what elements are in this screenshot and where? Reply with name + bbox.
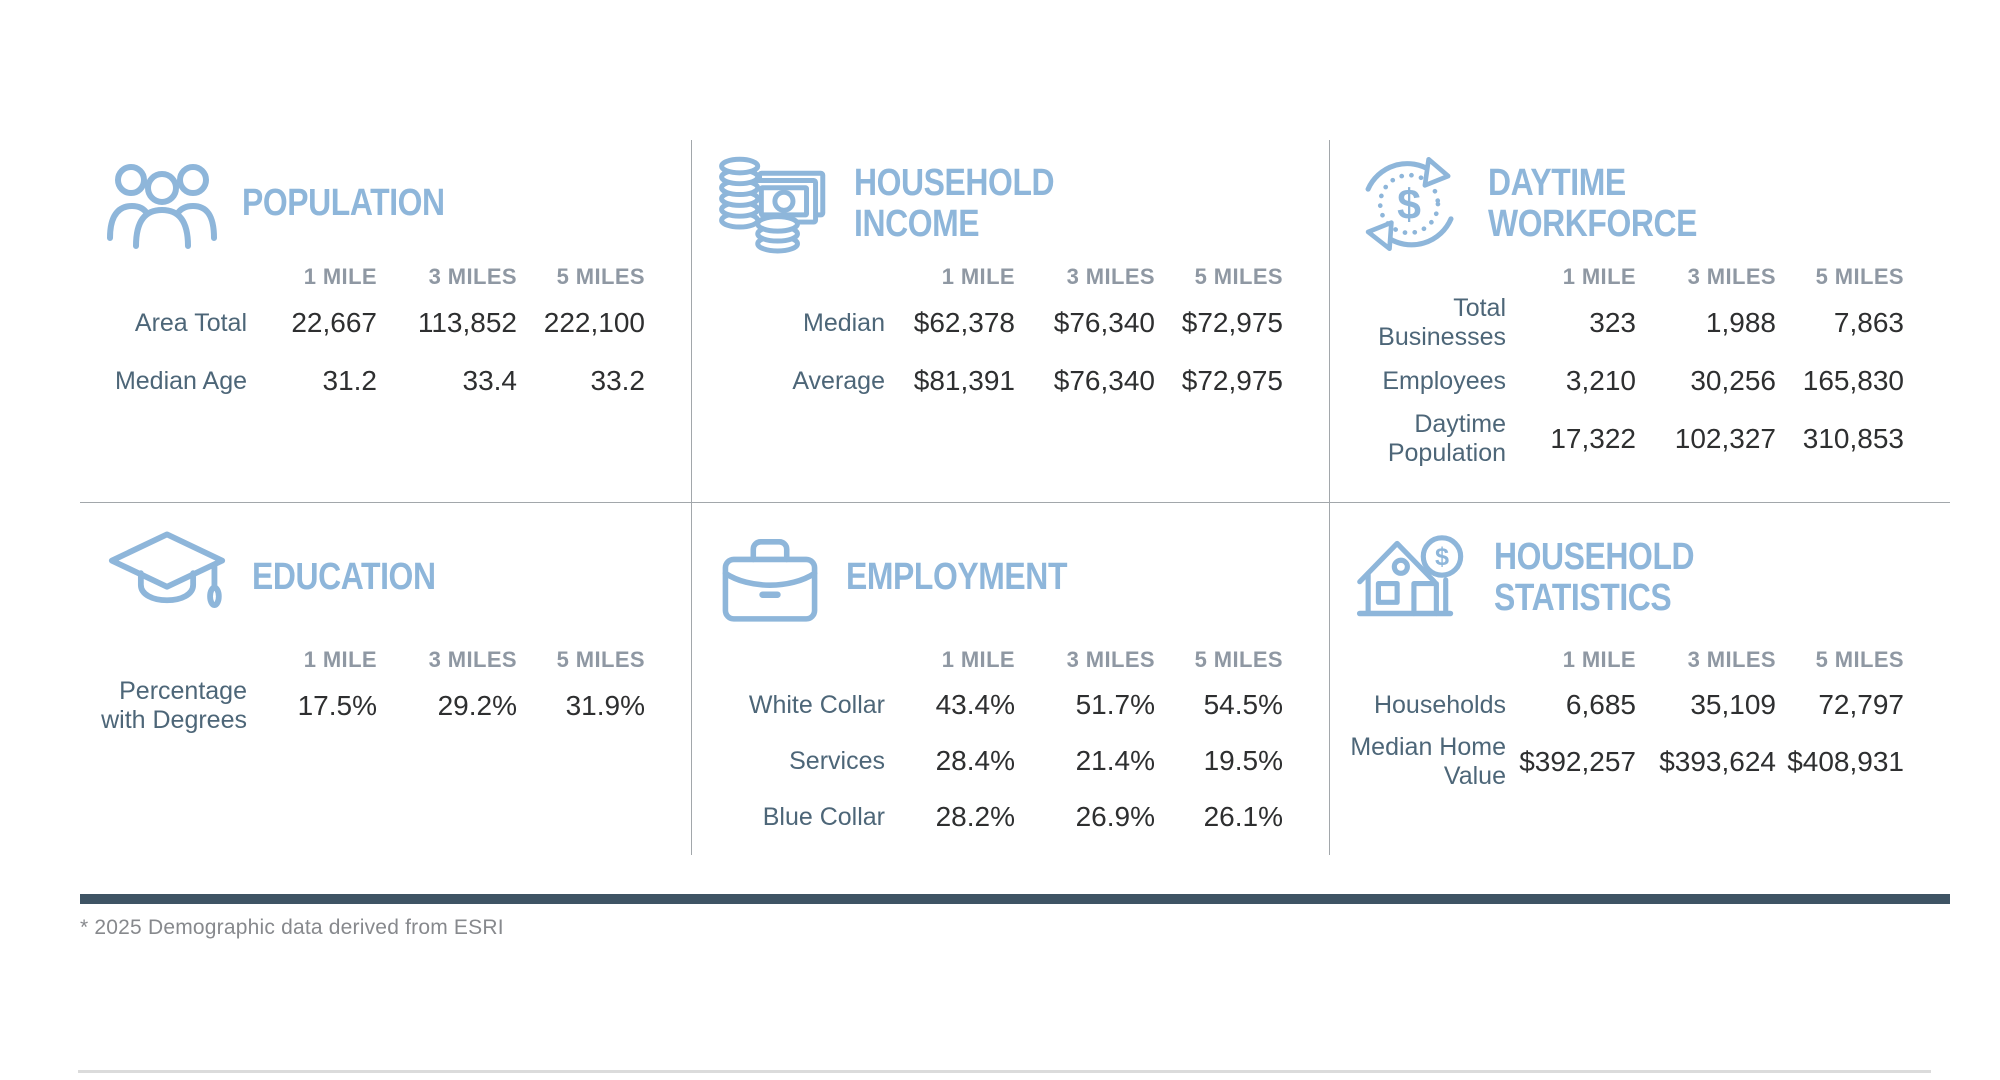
panel-title: DAYTIME WORKFORCE (1488, 161, 1698, 245)
value-5miles: $72,975 (1181, 365, 1283, 396)
value-3miles: 21.4% (1075, 745, 1155, 776)
column-header-5miles: 5 MILES (1815, 264, 1904, 289)
table-row (1350, 294, 1904, 352)
panel-household-income (691, 140, 1330, 503)
column-header-3miles: 3 MILES (1687, 264, 1776, 289)
row-label: Total Businesses (1378, 294, 1506, 351)
household-income-table (712, 260, 1283, 410)
panel-title: POPULATION (242, 182, 445, 225)
value-3miles: 33.4 (462, 365, 517, 396)
value-1mile: 28.2% (935, 801, 1015, 832)
value-3miles: 29.2% (437, 690, 517, 721)
value-1mile: 22,667 (291, 307, 377, 338)
column-header-1mile: 1 MILE (941, 264, 1015, 289)
column-header-5miles: 5 MILES (556, 647, 645, 672)
value-1mile: 43.4% (935, 689, 1015, 720)
value-5miles: 33.2 (590, 365, 645, 396)
value-5miles: 222,100 (543, 307, 645, 338)
panel-title: HOUSEHOLD STATISTICS (1494, 535, 1695, 619)
value-1mile: 31.2 (322, 365, 377, 396)
employment-table (712, 643, 1283, 845)
row-label: Average (792, 366, 885, 395)
household-income-header (712, 148, 1283, 260)
value-1mile: 3,210 (1565, 365, 1636, 396)
value-5miles: $72,975 (1181, 307, 1283, 338)
table-row (100, 677, 645, 735)
panel-title: EDUCATION (252, 556, 436, 599)
row-label: Area Total (134, 308, 247, 337)
value-5miles: 19.5% (1203, 745, 1283, 776)
table-row (712, 789, 1283, 845)
value-5miles: 310,853 (1802, 423, 1904, 454)
value-3miles: 51.7% (1075, 689, 1155, 720)
value-3miles: 102,327 (1674, 423, 1776, 454)
daytime-workforce-table (1350, 260, 1904, 468)
row-label: White Collar (748, 690, 885, 719)
column-header-5miles: 5 MILES (1194, 264, 1283, 289)
row-label: Median (803, 308, 885, 337)
value-5miles: 31.9% (565, 690, 645, 721)
svg-text:$: $ (1434, 542, 1449, 571)
table-header-row (712, 260, 1283, 294)
source-footnote: * 2025 Demographic data derived from ESRI (80, 916, 504, 939)
table-row (1350, 677, 1904, 733)
household-statistics-table (1350, 643, 1904, 791)
value-1mile: $392,257 (1519, 746, 1636, 777)
house-dollar-icon (1356, 531, 1470, 625)
value-1mile: 323 (1589, 307, 1636, 338)
svg-text:$: $ (1397, 180, 1421, 229)
workforce-cycle-icon (1356, 151, 1464, 257)
row-label: Services (789, 746, 885, 775)
panel-title: HOUSEHOLD INCOME (854, 161, 1055, 245)
column-header-5miles: 5 MILES (1194, 647, 1283, 672)
bottom-divider (78, 1070, 1931, 1073)
panel-title: EMPLOYMENT (846, 556, 1068, 599)
employment-header (712, 519, 1283, 637)
panel-population (80, 140, 691, 503)
column-header-5miles: 5 MILES (556, 264, 645, 289)
value-3miles: 30,256 (1690, 365, 1776, 396)
column-header-1mile: 1 MILE (941, 647, 1015, 672)
table-row (1350, 733, 1904, 791)
row-label: Median Home Value (1350, 733, 1506, 790)
value-5miles: $408,931 (1787, 746, 1904, 777)
value-5miles: 26.1% (1203, 801, 1283, 832)
value-3miles: 35,109 (1690, 689, 1776, 720)
value-3miles: 113,852 (417, 307, 517, 338)
graduation-cap-icon (106, 528, 228, 628)
column-header-3miles: 3 MILES (428, 264, 517, 289)
value-5miles: 54.5% (1203, 689, 1283, 720)
value-3miles: 26.9% (1075, 801, 1155, 832)
table-row (712, 677, 1283, 733)
value-3miles: $76,340 (1053, 307, 1155, 338)
column-header-3miles: 3 MILES (1066, 647, 1155, 672)
column-header-1mile: 1 MILE (303, 264, 377, 289)
table-header-row (1350, 643, 1904, 677)
row-label: Households (1373, 690, 1506, 719)
value-1mile: 17.5% (297, 690, 377, 721)
row-label: Blue Collar (762, 802, 885, 831)
column-header-5miles: 5 MILES (1815, 647, 1904, 672)
value-5miles: 165,830 (1802, 365, 1904, 396)
population-header (100, 148, 645, 260)
household-statistics-header (1350, 519, 1904, 637)
row-label: Median Age (114, 366, 247, 395)
panel-household-statistics (1330, 503, 1950, 855)
column-header-3miles: 3 MILES (1687, 647, 1776, 672)
table-row (712, 294, 1283, 352)
row-label: Daytime Population (1387, 410, 1506, 467)
table-row (1350, 410, 1904, 468)
education-header (100, 519, 645, 637)
table-row (712, 352, 1283, 410)
row-label: Employees (1382, 366, 1506, 395)
table-header-row (712, 643, 1283, 677)
value-1mile: 28.4% (935, 745, 1015, 776)
value-3miles: $76,340 (1053, 365, 1155, 396)
population-table (100, 260, 645, 410)
table-row (712, 733, 1283, 789)
people-icon (106, 158, 218, 250)
table-header-row (1350, 260, 1904, 294)
table-header-row (100, 260, 645, 294)
education-table (100, 643, 645, 735)
table-row (1350, 352, 1904, 410)
column-header-1mile: 1 MILE (303, 647, 377, 672)
column-header-3miles: 3 MILES (428, 647, 517, 672)
briefcase-icon (718, 529, 822, 627)
panel-daytime-workforce (1330, 140, 1950, 503)
value-3miles: 1,988 (1705, 307, 1776, 338)
footer-accent-bar (80, 894, 1950, 904)
table-row (100, 294, 645, 352)
table-header-row (100, 643, 645, 677)
value-5miles: 7,863 (1833, 307, 1904, 338)
value-1mile: $62,378 (913, 307, 1015, 338)
daytime-workforce-header (1350, 148, 1904, 260)
value-5miles: 72,797 (1818, 689, 1904, 720)
panel-education (80, 503, 691, 855)
column-header-1mile: 1 MILE (1562, 264, 1636, 289)
value-3miles: $393,624 (1659, 746, 1776, 777)
demographics-grid (80, 140, 1950, 855)
value-1mile: $81,391 (913, 365, 1015, 396)
value-1mile: 17,322 (1550, 423, 1636, 454)
value-1mile: 6,685 (1565, 689, 1636, 720)
column-header-3miles: 3 MILES (1066, 264, 1155, 289)
coins-icon (718, 151, 830, 257)
row-label: Percentage with Degrees (101, 677, 247, 734)
table-row (100, 352, 645, 410)
panel-employment (691, 503, 1330, 855)
column-header-1mile: 1 MILE (1562, 647, 1636, 672)
